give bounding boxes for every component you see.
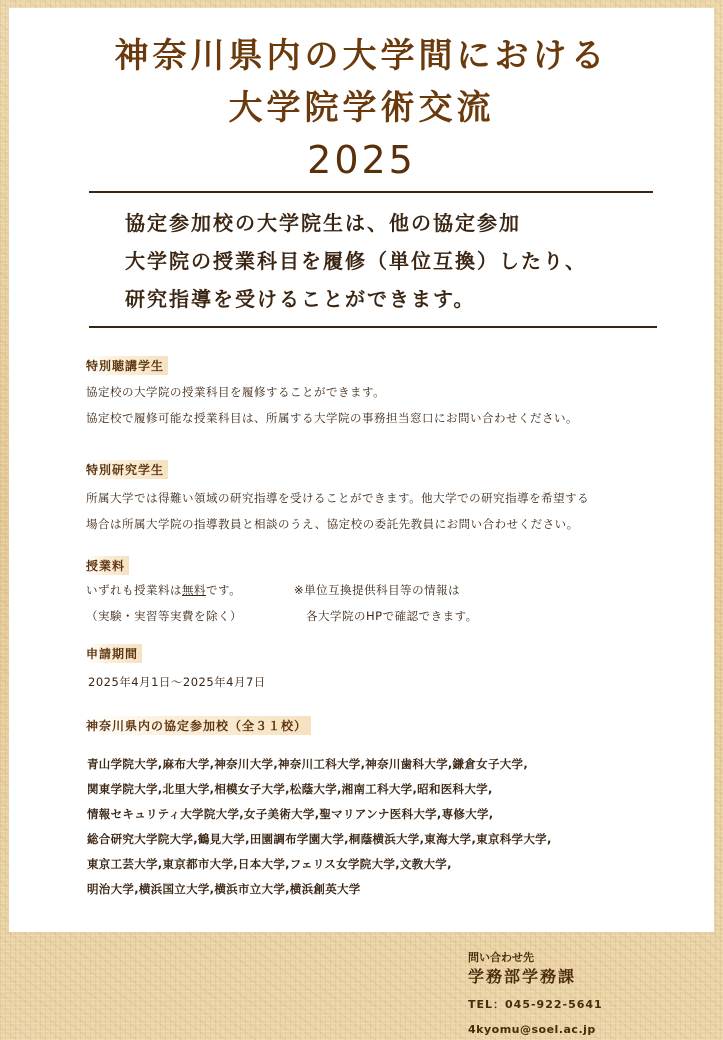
tuition-row-1: [86, 577, 706, 603]
contact-label: 問い合わせ先: [468, 951, 534, 964]
school-list-line: 総合研究大学院大学,鶴見大学,田園調布学園大学,桐蔭横浜大学,東海大学,東京科学大学,: [87, 832, 552, 846]
flyer-paper: [9, 8, 714, 932]
section-heading: 特別研究学生: [86, 460, 168, 479]
section-participating-schools: [86, 716, 706, 735]
credit-info-note: ※単位互換提供科目等の情報は: [294, 583, 461, 597]
flyer-title: [9, 30, 714, 184]
section-special-research: [86, 460, 706, 537]
contact-email: 4kyomu@soel.ac.jp: [468, 1023, 596, 1036]
school-list-line: 情報セキュリティ大学院大学,女子美術大学,聖マリアンナ医科大学,専修大学,: [87, 807, 494, 821]
application-period-value: 2025年4月1日～2025年4月7日: [88, 675, 266, 689]
title-line-1: 神奈川県内の大学間における: [114, 36, 609, 76]
section-heading: 申請期間: [86, 644, 142, 663]
section-heading: 授業料: [86, 556, 129, 575]
contact-info: [468, 950, 708, 1040]
tuition-prefix: いずれも授業料は: [86, 583, 182, 597]
section-application-period: [86, 644, 706, 695]
intro-top-divider: [89, 191, 653, 193]
intro-line: 協定参加校の大学院生は、他の協定参加: [125, 211, 521, 235]
section-text: 協定校の大学院の授業科目を履修することができます。: [86, 385, 386, 399]
title-line-2: 大学院学術交流: [228, 88, 495, 128]
section-tuition: [86, 556, 706, 629]
participating-schools-list: [87, 752, 707, 902]
section-text: 所属大学では得難い領域の研究指導を受けることができます。他大学での研究指導を希望する: [86, 491, 590, 505]
intro-statement: [125, 204, 685, 318]
school-list-line: 青山学院大学,麻布大学,神奈川大学,神奈川工科大学,神奈川歯科大学,鎌倉女子大学,: [87, 757, 529, 771]
section-text: 場合は所属大学院の指導教員と相談のうえ、協定校の委託先教員にお問い合わせください。: [86, 517, 579, 531]
tuition-free-note: [86, 583, 241, 597]
tuition-row-2: [86, 603, 706, 629]
contact-phone: TEL：045-922-5641: [468, 998, 603, 1011]
title-year: 2025: [307, 138, 416, 182]
tuition-exception-note: （実験・実習等実費を除く）: [86, 609, 242, 623]
school-list-line: 関東学院大学,北里大学,相模女子大学,松蔭大学,湘南工科大学,昭和医科大学,: [87, 782, 493, 796]
section-heading: 神奈川県内の協定参加校（全３１校）: [86, 716, 311, 735]
intro-line: 研究指導を受けることができます。: [125, 287, 476, 311]
tuition-free-emphasis: 無料: [182, 583, 206, 597]
intro-line: 大学院の授業科目を履修（単位互換）したり、: [125, 249, 587, 273]
intro-bottom-divider: [89, 326, 657, 328]
school-list-line: 明治大学,横浜国立大学,横浜市立大学,横浜創英大学: [87, 882, 361, 896]
section-special-auditing: [86, 356, 706, 431]
tuition-suffix: です。: [206, 583, 242, 597]
section-heading: 特別聴講学生: [86, 356, 168, 375]
section-text: 協定校で履修可能な授業科目は、所属する大学院の事務担当窓口にお問い合わせください。: [86, 411, 578, 425]
school-list-line: 東京工芸大学,東京都市大学,日本大学,フェリス女学院大学,文教大学,: [87, 857, 452, 871]
credit-info-hp-note: 各大学院のHPで確認できます。: [294, 609, 478, 623]
contact-department: 学務部学務課: [468, 967, 577, 986]
